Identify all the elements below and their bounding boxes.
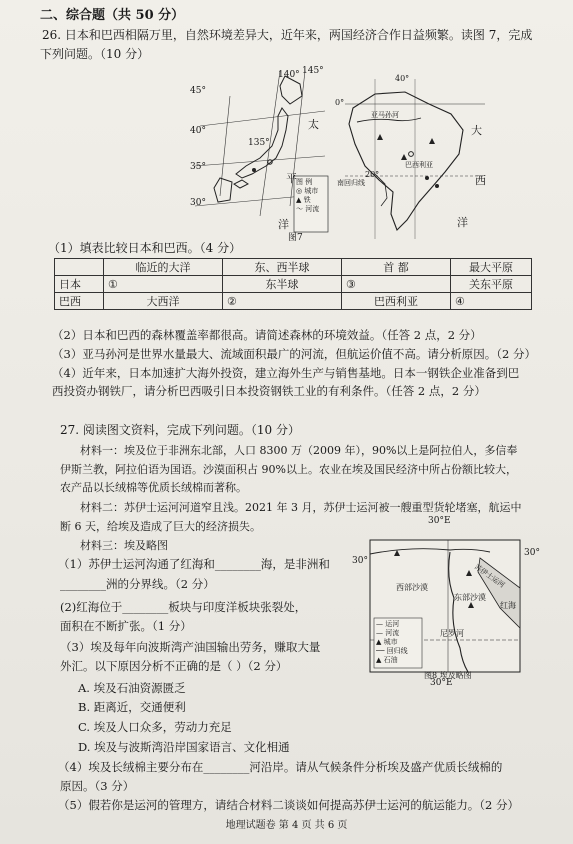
lat-30: 30°: [190, 198, 206, 208]
table-cell: 日本: [55, 276, 104, 293]
ocean-tai: 太: [308, 118, 319, 131]
egypt-lat-right: 30°: [524, 548, 540, 558]
egypt-lon-bottom: 30°E: [430, 678, 453, 688]
q27-sub1-line2: ________洲的分界线。（2 分）: [60, 577, 215, 591]
label-eastern-desert: 东部沙漠: [454, 593, 486, 602]
option-c: C. 埃及人口众多，劳动力充足: [78, 720, 232, 734]
q27-sub3-line1: （3）埃及每年向波斯湾产油国输出劳务，赚取大量: [60, 640, 321, 654]
brazil-ocean-da: 大: [471, 124, 482, 137]
legend-tropic: ── 回归线: [376, 647, 408, 655]
section-title: 二、综合题（共 50 分）: [40, 8, 185, 23]
q27-sub1-line1: （1）苏伊士运河沟通了红海和________海，是非洲和: [58, 557, 330, 571]
lat-35: 35°: [190, 162, 206, 172]
q27-sub2-line2: 面积在不断扩张。（1 分）: [60, 619, 192, 633]
comparison-table: [54, 258, 532, 310]
legend-title: 图 例: [296, 178, 313, 186]
japan-map: [190, 66, 330, 246]
q26-stem-line1: 26. 日本和巴西相隔万里，自然环境差异大，近年来，两国经济合作日益频繁。读图 7，完成: [42, 28, 533, 42]
q27-stem: 27. 阅读图文资料，完成下列问题。（10 分）: [60, 423, 300, 437]
table-header: [55, 259, 104, 276]
q27-sub2-line1: (2)红海位于________板块与印度洋板块张裂处，: [60, 600, 307, 614]
table-cell: 巴西: [55, 293, 104, 310]
brazil-lat-0: 0°: [335, 98, 345, 107]
q27-sub4-line1: （4）埃及长绒棉主要分布在________河沿岸。请从气候条件分析埃及盛产优质长绒棉的: [58, 760, 503, 774]
lon-140: 140°: [278, 70, 300, 80]
lon-145: 145°: [302, 66, 324, 76]
page-footer: 地理试题卷 第 4 页 共 6 页: [225, 820, 348, 831]
egypt-map: [350, 516, 540, 688]
legend-river: ～ 河流: [296, 205, 320, 213]
ocean-ping: 平: [286, 172, 297, 185]
table-cell: ②: [223, 293, 342, 310]
lat-40: 40°: [190, 126, 206, 136]
ocean-yang: 洋: [278, 218, 289, 231]
egypt-lon-top: 30°E: [428, 516, 451, 526]
egypt-lat-left: 30°: [352, 556, 368, 566]
legend-city: ▲ 城市: [376, 638, 398, 646]
label-brasilia: 巴西利亚: [405, 161, 433, 169]
legend: [296, 178, 319, 214]
table-header: 首 都: [342, 259, 451, 276]
table-row: [55, 293, 532, 310]
brazil-lat-40: 40°: [395, 74, 410, 83]
option-b: B. 距离近，交通便利: [78, 700, 186, 714]
legend-river: — 河流: [376, 629, 400, 637]
table-cell: ①: [104, 276, 223, 293]
lat-45: 45°: [190, 86, 206, 96]
table-cell: ④: [451, 293, 532, 310]
legend-city: ◎ 城市: [296, 187, 319, 195]
table-cell: ③: [342, 276, 451, 293]
q27-m2-line2: 断 6 天，给埃及造成了巨大的经济损失。: [60, 520, 261, 533]
egypt-legend: [376, 620, 408, 665]
q26-sub3: （3）亚马孙河是世界水量最大、流域面积最广的河流，但航运价值不高。请分析原因。（2 分）: [52, 347, 537, 361]
q26-sub2: （2）日本和巴西的森林覆盖率都很高。请简述森林的环境效益。（任答 2 点，2 分）: [52, 328, 482, 342]
table-cell: 关东平原: [451, 276, 532, 293]
table-row: [55, 276, 532, 293]
label-nile: 尼罗河: [440, 629, 464, 638]
table-cell: 大西洋: [104, 293, 223, 310]
legend-oil: ▲ 石油: [376, 656, 398, 664]
table-cell: 东半球: [223, 276, 342, 293]
q27-sub3-line2: 外汇。以下原因分析不正确的是（ ）（2 分）: [60, 659, 288, 673]
brazil-ocean-yang: 洋: [457, 216, 468, 229]
brazil-ocean-xi: 西: [475, 174, 486, 187]
map-caption: 图7: [288, 233, 303, 243]
q27-sub5: （5）假若你是运河的管理方，请结合材料二谈谈如何提高苏伊士运河的航运能力。（2 分）: [58, 798, 520, 812]
label-red-sea: 红海: [500, 601, 516, 610]
table-header: 临近的大洋: [104, 259, 223, 276]
lon-135: 135°: [248, 138, 270, 148]
label-amazon: 亚马孙河: [371, 111, 399, 119]
q26-sub4-line2: 西投资办钢铁厂，请分析巴西吸引日本投资钢铁工业的有利条件。（任答 2 点，2 分）: [52, 384, 486, 398]
q26-sub1: （1）填表比较日本和巴西。（4 分）: [48, 241, 242, 255]
table-header: 最大平原: [451, 259, 532, 276]
option-a: A. 埃及石油资源匮乏: [78, 681, 186, 695]
q27-sub4-line2: 原因。（3 分）: [60, 779, 135, 793]
q27-m1-line1: 材料一：埃及位于非洲东北部，人口 8300 万（2009 年），90%以上是阿拉伯人，多信奉: [80, 444, 518, 457]
q26-stem-line2: 下列问题。（10 分）: [40, 47, 150, 61]
legend-canal: — 运河: [376, 620, 400, 628]
q27-m1-line3: 农产品以长绒棉等优质长绒棉而著称。: [60, 481, 247, 494]
legend-iron: ▲ 铁: [296, 196, 311, 204]
table-cell: 巴西利亚: [342, 293, 451, 310]
brazil-map: [335, 74, 495, 244]
table-header-row: [55, 259, 532, 276]
label-western-desert: 西部沙漠: [396, 583, 428, 592]
label-tropic: 南回归线: [337, 179, 365, 187]
table-header: 东、西半球: [223, 259, 342, 276]
q27-m1-line2: 伊斯兰教，阿拉伯语为国语。沙漠面积占 90%以上。农业在埃及国民经济中所占份额比较大，: [60, 463, 517, 476]
q27-m2-line1: 材料二：苏伊士运河河道窄且浅。2021 年 3 月，苏伊士运河被一艘重型货轮堵塞，航运中: [80, 501, 522, 514]
brazil-lat-20: 20°: [365, 170, 380, 179]
egypt-map-caption: 图8 埃及略图: [424, 671, 472, 680]
option-d: D. 埃及与波斯湾沿岸国家语言、文化相通: [78, 740, 290, 754]
label-suez: 苏伊士运河: [472, 562, 507, 590]
q26-sub4-line1: （4）近年来，日本加速扩大海外投资，建立海外生产与销售基地。日本一钢铁企业准备到巴: [52, 366, 520, 380]
q27-m3: 材料三：埃及略图: [80, 539, 168, 552]
